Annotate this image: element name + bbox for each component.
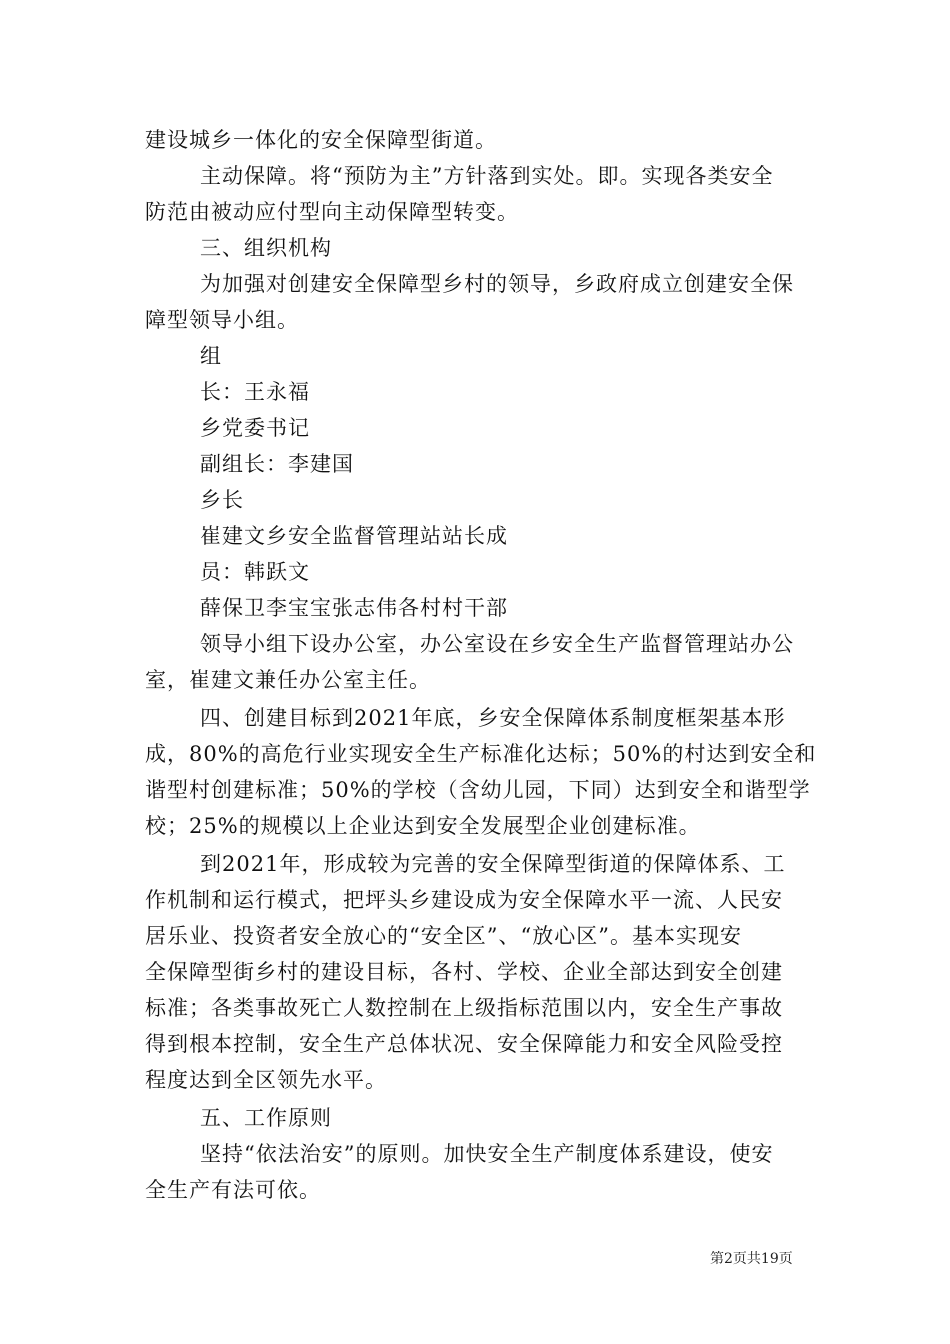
text-line: 崔建文乡安全监督管理站站长成	[200, 524, 508, 548]
text-line: 全生产有法可依。	[145, 1178, 321, 1202]
text-line: 标准；各类事故死亡人数控制在上级指标范围以内，安全生产事故	[145, 996, 783, 1020]
section-heading: 三、组织机构	[200, 236, 332, 260]
text-line: 作机制和运行模式，把坪头乡建设成为安全保障水平一流、人民安	[145, 888, 783, 912]
text-line: 居乐业、投资者安全放心的“安全区”、“放心区”。基本实现安	[145, 924, 742, 948]
text-line: 乡党委书记	[200, 416, 310, 440]
section-heading: 四、创建目标到2021年底，乡安全保障体系制度框架基本形	[200, 706, 786, 730]
text-line: 成，80%的高危行业实现安全生产标准化达标；50%的村达到安全和	[145, 742, 817, 766]
text-line: 全保障型街乡村的建设目标，各村、学校、企业全部达到安全创建	[145, 960, 783, 984]
text-line: 防范由被动应付型向主动保障型转变。	[145, 200, 519, 224]
text-line: 长：王永福	[200, 380, 310, 404]
text-line: 室，崔建文兼任办公室主任。	[145, 668, 431, 692]
text-line: 组	[200, 344, 222, 368]
text-line: 为加强对创建安全保障型乡村的领导，乡政府成立创建安全保	[200, 272, 794, 296]
text-line: 主动保障。将“预防为主”方针落到实处。即。实现各类安全	[200, 164, 774, 188]
text-line: 程度达到全区领先水平。	[145, 1068, 387, 1092]
page-number: 第2页共19页	[710, 1251, 793, 1267]
text-line: 副组长：李建国	[200, 452, 354, 476]
text-line: 坚持“依法治安”的原则。加快安全生产制度体系建设，使安	[200, 1142, 774, 1166]
text-line: 到2021年，形成较为完善的安全保障型街道的保障体系、工	[200, 852, 786, 876]
text-line: 障型领导小组。	[145, 308, 299, 332]
text-line: 乡长	[200, 488, 244, 512]
text-line: 员：韩跃文	[200, 560, 310, 584]
text-line: 薛保卫李宝宝张志伟各村村干部	[200, 596, 508, 620]
text-line: 建设城乡一体化的安全保障型街道。	[145, 128, 497, 152]
text-line: 谐型村创建标准；50%的学校（含幼儿园，下同）达到安全和谐型学	[145, 778, 811, 802]
text-line: 领导小组下设办公室，办公室设在乡安全生产监督管理站办公	[200, 632, 794, 656]
section-heading: 五、工作原则	[200, 1106, 332, 1130]
text-line: 校；25%的规模以上企业达到安全发展型企业创建标准。	[145, 814, 701, 838]
text-line: 得到根本控制，安全生产总体状况、安全保障能力和安全风险受控	[145, 1032, 783, 1056]
